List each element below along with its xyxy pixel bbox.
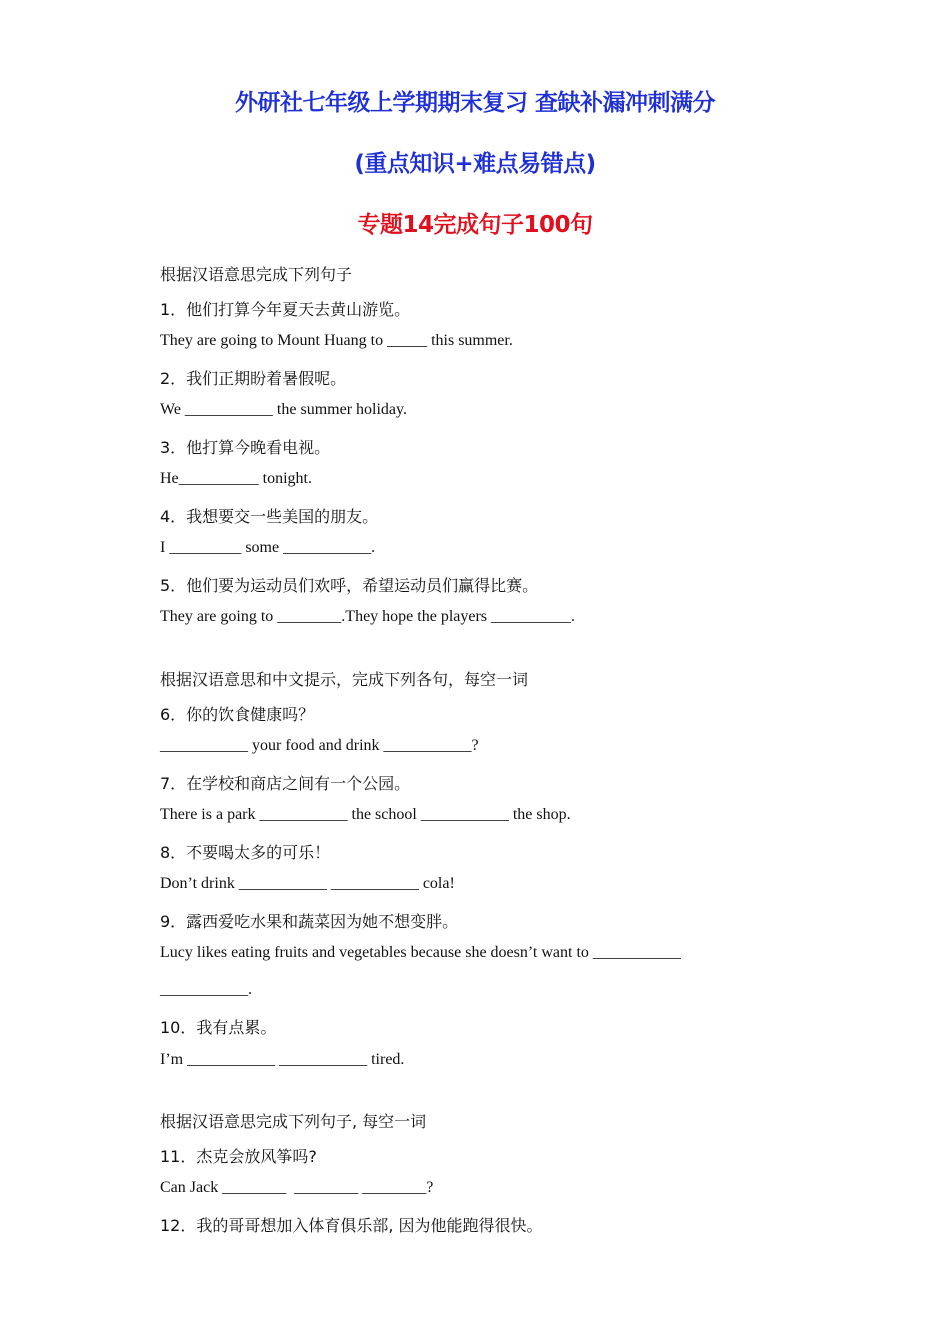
doc-title-line2: (重点知识+难点易错点)	[354, 151, 596, 177]
question-6-english: ___________ your food and drink ___________?	[160, 737, 479, 754]
question-3-english: He__________ tonight.	[160, 470, 312, 487]
section-instruction-2: 根据汉语意思和中文提示，完成下列各句，每空一词	[160, 670, 529, 689]
question-11-chinese: 11．杰克会放风筝吗?	[160, 1147, 317, 1166]
section-instruction-1: 根据汉语意思完成下列句子	[160, 265, 353, 284]
question-8-english: Don’t drink ___________ ___________ cola!	[160, 875, 455, 892]
question-12-chinese: 12．我的哥哥想加入体育俱乐部, 因为他能跑得很快。	[160, 1216, 543, 1235]
doc-title-line1: 外研社七年级上学期期末复习 查缺补漏冲刺满分	[234, 90, 715, 116]
question-3-chinese: 3．他打算今晚看电视。	[160, 438, 331, 457]
doc-title-topic: 专题14完成句子100句	[357, 212, 593, 238]
question-7-chinese: 7．在学校和商店之间有一个公园。	[160, 774, 411, 793]
section-instruction-3: 根据汉语意思完成下列句子, 每空一词	[160, 1112, 427, 1131]
question-1-english: They are going to Mount Huang to _____ this summer.	[160, 332, 513, 349]
question-6-chinese: 6．你的饮食健康吗？	[160, 705, 315, 724]
question-4-english: I _________ some ___________.	[160, 539, 376, 556]
question-10-chinese: 10．我有点累。	[160, 1018, 277, 1037]
question-2-english: We ___________ the summer holiday.	[160, 401, 407, 418]
question-4-chinese: 4．我想要交一些美国的朋友。	[160, 507, 379, 526]
question-11-english: Can Jack ________ ________ ________?	[160, 1179, 434, 1196]
question-10-english: I’m ___________ ___________ tired.	[160, 1051, 405, 1068]
question-1-chinese: 1．他们打算今年夏天去黄山游览。	[160, 300, 411, 319]
question-9-chinese: 9．露西爱吃水果和蔬菜因为她不想变胖。	[160, 912, 459, 931]
question-7-english: There is a park ___________ the school ___________ the shop.	[160, 806, 571, 823]
question-9-english: Lucy likes eating fruits and vegetables because she doesn’t want to ___________	[160, 944, 681, 961]
question-9-english-continued: ___________.	[160, 981, 252, 998]
question-8-chinese: 8．不要喝太多的可乐！	[160, 843, 331, 862]
question-5-chinese: 5．他们要为运动员们欢呼，希望运动员们赢得比赛。	[160, 576, 539, 595]
question-2-chinese: 2．我们正期盼着暑假呢。	[160, 369, 347, 388]
question-5-english: They are going to ________.They hope the players __________.	[160, 608, 576, 625]
